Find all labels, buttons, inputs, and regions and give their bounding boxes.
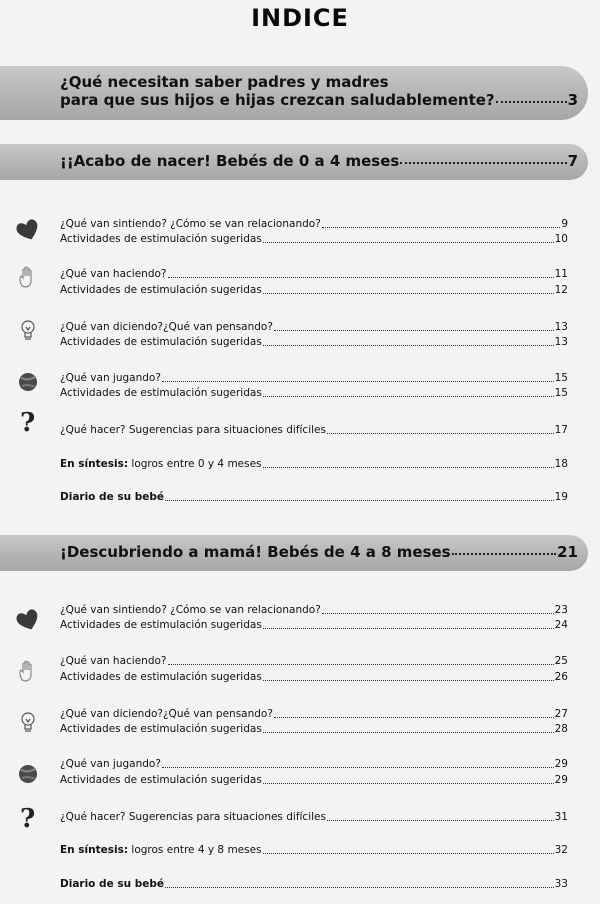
toc-entry-text: logros entre 4 y 8 meses xyxy=(128,844,262,856)
toc-entry[interactable] xyxy=(60,843,568,857)
toc-entry-label xyxy=(60,335,262,349)
toc-entry-page: 33 xyxy=(554,878,568,890)
toc-entry-bold-label: En síntesis: xyxy=(60,458,129,470)
toc-entry[interactable] xyxy=(60,283,568,297)
toc-entry[interactable] xyxy=(60,670,568,684)
lightbulb-icon xyxy=(14,316,42,344)
question-mark-icon: ? xyxy=(20,408,36,438)
toc-entry-page: 23 xyxy=(554,604,568,616)
toc-entry-bold-label: Diario de su bebé xyxy=(60,491,164,503)
toc-entry[interactable] xyxy=(60,217,568,231)
toc-entry[interactable] xyxy=(60,386,568,400)
toc-entry-page: 18 xyxy=(554,458,568,470)
toc-entry-text: ¿Qué hacer? Sugerencias para situaciones difíciles xyxy=(60,811,326,823)
toc-entry-page: 13 xyxy=(554,321,568,333)
section-heading-label: ¡Descubriendo a mamá! Bebés de 4 a 8 meses xyxy=(60,543,451,561)
lightbulb-icon xyxy=(14,708,42,736)
toc-entry[interactable] xyxy=(60,490,568,504)
toc-entry-page: 13 xyxy=(554,336,568,348)
toc-entry[interactable] xyxy=(60,603,568,617)
toc-entry-text: ¿Qué van jugando? xyxy=(60,758,161,770)
leader-dots xyxy=(274,330,554,331)
toc-entry-label xyxy=(60,757,161,771)
intro-page: 3 xyxy=(567,91,578,109)
toc-entry-text: Actividades de estimulación sugeridas xyxy=(60,233,262,245)
toc-entry-page: 9 xyxy=(561,218,568,230)
toc-entry-text: ¿Qué van diciendo?¿Qué van pensando? xyxy=(60,708,273,720)
toc-entry-label xyxy=(60,843,262,857)
heart-icon xyxy=(14,216,42,244)
toc-entry-page: 29 xyxy=(554,774,568,786)
toc-entry-label xyxy=(60,283,262,297)
section-2-heading[interactable] xyxy=(60,545,578,559)
toc-entry-label xyxy=(60,423,326,437)
leader-dots xyxy=(327,433,554,434)
toc-entry-label xyxy=(60,810,326,824)
toc-entry[interactable] xyxy=(60,773,568,787)
toc-entry-page: 15 xyxy=(554,387,568,399)
toc-entry-text: ¿Qué van haciendo? xyxy=(60,268,167,280)
leader-dots xyxy=(263,732,554,733)
toc-entry-page: 32 xyxy=(554,844,568,856)
intro-line-1: ¿Qué necesitan saber padres y madres xyxy=(60,73,389,91)
leader-dots xyxy=(263,628,554,629)
toc-entry-label xyxy=(60,371,161,385)
toc-entry-text: ¿Qué van jugando? xyxy=(60,372,161,384)
toc-entry-label xyxy=(60,386,262,400)
toc-entry-page: 25 xyxy=(554,655,568,667)
toc-entry-label xyxy=(60,654,167,668)
toc-entry[interactable] xyxy=(60,810,568,824)
toc-entry-label xyxy=(60,877,164,891)
toc-entry[interactable] xyxy=(60,371,568,385)
toc-entry-label xyxy=(60,217,321,231)
toc-entry-label xyxy=(60,618,262,632)
toc-entry-label xyxy=(60,232,262,246)
toc-entry[interactable] xyxy=(60,335,568,349)
hand-icon xyxy=(14,264,42,292)
hand-icon xyxy=(14,658,42,686)
toc-entry[interactable] xyxy=(60,267,568,281)
toc-entry-text: ¿Qué hacer? Sugerencias para situaciones difíciles xyxy=(60,424,326,436)
leader-dots xyxy=(496,101,567,103)
intro-entry[interactable] xyxy=(60,93,578,107)
section-heading-page: 21 xyxy=(557,543,578,561)
section-heading-label: ¡¡Acabo de nacer! Bebés de 0 a 4 meses xyxy=(60,152,400,170)
toc-entry-label xyxy=(60,267,167,281)
toc-entry-page: 11 xyxy=(554,268,568,280)
leader-dots xyxy=(322,227,561,228)
toc-entry-page: 15 xyxy=(554,372,568,384)
toc-entry-page: 28 xyxy=(554,723,568,735)
toc-entry-text: Actividades de estimulación sugeridas xyxy=(60,336,262,348)
leader-dots xyxy=(263,396,554,397)
toc-entry-text: ¿Qué van haciendo? xyxy=(60,655,167,667)
section-1-heading[interactable] xyxy=(60,154,578,168)
toc-entry-text: ¿Qué van sintiendo? ¿Cómo se van relacionando? xyxy=(60,218,321,230)
leader-dots xyxy=(263,467,554,468)
question-mark-icon: ? xyxy=(20,804,36,834)
toc-entry-label xyxy=(60,707,273,721)
leader-dots xyxy=(274,717,554,718)
toc-entry-text: Actividades de estimulación sugeridas xyxy=(60,387,262,399)
ball-icon xyxy=(14,368,42,396)
heart-icon xyxy=(14,606,42,634)
toc-entry[interactable] xyxy=(60,722,568,736)
leader-dots xyxy=(165,500,554,501)
ball-icon xyxy=(14,760,42,788)
toc-entry-text: Actividades de estimulación sugeridas xyxy=(60,774,262,786)
toc-entry-text: Actividades de estimulación sugeridas xyxy=(60,619,262,631)
toc-entry-page: 29 xyxy=(554,758,568,770)
leader-dots xyxy=(165,887,554,888)
toc-entry-page: 19 xyxy=(554,491,568,503)
leader-dots xyxy=(322,613,554,614)
leader-dots xyxy=(400,162,566,164)
toc-entry-label xyxy=(60,603,321,617)
leader-dots xyxy=(162,767,554,768)
toc-entry-label xyxy=(60,490,164,504)
toc-entry-bold-label: Diario de su bebé xyxy=(60,878,164,890)
toc-entry-page: 17 xyxy=(554,424,568,436)
leader-dots xyxy=(263,293,554,294)
leader-dots xyxy=(452,553,557,555)
toc-entry-text: Actividades de estimulación sugeridas xyxy=(60,723,262,735)
toc-entry-label xyxy=(60,320,273,334)
toc-entry-text: ¿Qué van sintiendo? ¿Cómo se van relacionando? xyxy=(60,604,321,616)
leader-dots xyxy=(263,680,554,681)
toc-entry[interactable] xyxy=(60,423,568,437)
toc-entry[interactable] xyxy=(60,877,568,891)
toc-entry[interactable] xyxy=(60,654,568,668)
toc-entry[interactable] xyxy=(60,618,568,632)
toc-entry[interactable] xyxy=(60,232,568,246)
toc-entry[interactable] xyxy=(60,757,568,771)
leader-dots xyxy=(263,242,554,243)
toc-entry-label xyxy=(60,722,262,736)
toc-entry-page: 12 xyxy=(554,284,568,296)
toc-entry-label xyxy=(60,457,262,471)
leader-dots xyxy=(327,820,554,821)
toc-entry-page: 24 xyxy=(554,619,568,631)
toc-entry[interactable] xyxy=(60,457,568,471)
leader-dots xyxy=(263,853,554,854)
leader-dots xyxy=(168,664,554,665)
toc-entry-label xyxy=(60,773,262,787)
toc-entry-page: 27 xyxy=(554,708,568,720)
leader-dots xyxy=(162,381,554,382)
section-heading-page: 7 xyxy=(567,152,578,170)
toc-entry-page: 26 xyxy=(554,671,568,683)
toc-entry-text: logros entre 0 y 4 meses xyxy=(128,458,262,470)
leader-dots xyxy=(263,345,554,346)
toc-entry-label xyxy=(60,670,262,684)
toc-entry-text: ¿Qué van diciendo?¿Qué van pensando? xyxy=(60,321,273,333)
leader-dots xyxy=(168,277,554,278)
leader-dots xyxy=(263,783,554,784)
toc-entry-page: 31 xyxy=(554,811,568,823)
toc-entry[interactable] xyxy=(60,320,568,334)
page-title: INDICE xyxy=(251,4,349,32)
toc-entry-bold-label: En síntesis: xyxy=(60,844,129,856)
intro-line-2: para que sus hijos e hijas crezcan saludablemente? xyxy=(60,91,495,109)
toc-entry-text: Actividades de estimulación sugeridas xyxy=(60,284,262,296)
toc-entry[interactable] xyxy=(60,707,568,721)
toc-entry-text: Actividades de estimulación sugeridas xyxy=(60,671,262,683)
toc-entry-page: 10 xyxy=(554,233,568,245)
